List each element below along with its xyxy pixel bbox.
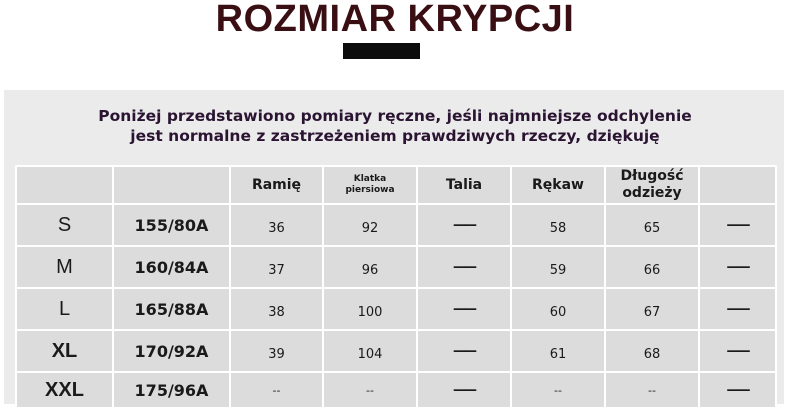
extra-value: —— <box>699 288 776 330</box>
measurement-note <box>0 106 790 146</box>
length-value: 68 <box>605 330 699 372</box>
extra-value: —— <box>699 330 776 372</box>
sleeve-value: 58 <box>511 204 605 246</box>
table-row <box>16 204 776 246</box>
size-label: L <box>16 288 113 330</box>
header-length <box>605 166 699 204</box>
header-chest <box>323 166 417 204</box>
header-extra <box>699 166 776 204</box>
size-code: 170/92A <box>113 330 230 372</box>
sleeve-value: 60 <box>511 288 605 330</box>
shoulder-value: 37 <box>230 246 323 288</box>
waist-value: —— <box>417 246 511 288</box>
table-header-row <box>16 166 776 204</box>
table-row <box>16 246 776 288</box>
waist-value: —— <box>417 330 511 372</box>
shoulder-value: 39 <box>230 330 323 372</box>
length-value: 66 <box>605 246 699 288</box>
size-label: M <box>16 246 113 288</box>
shoulder-value: 36 <box>230 204 323 246</box>
title-underline-bar <box>343 43 420 59</box>
size-code: 155/80A <box>113 204 230 246</box>
table-row <box>16 372 776 408</box>
size-code: 175/96A <box>113 372 230 408</box>
extra-value: —— <box>699 372 776 408</box>
page-title: ROZMIAR KRYPCJI <box>215 0 575 40</box>
chest-value: 104 <box>323 330 417 372</box>
size-label: S <box>16 204 113 246</box>
chest-value: 92 <box>323 204 417 246</box>
size-table <box>15 165 777 409</box>
extra-value: —— <box>699 246 776 288</box>
shoulder-value: 38 <box>230 288 323 330</box>
size-label: XXL <box>16 372 113 408</box>
note-line-2: jest normalne z zastrzeżeniem prawdziwych rzeczy, dziękuję <box>130 127 660 145</box>
size-label: XL <box>16 330 113 372</box>
extra-value: —— <box>699 204 776 246</box>
chest-value: 100 <box>323 288 417 330</box>
sleeve-value: 61 <box>511 330 605 372</box>
waist-value: —— <box>417 288 511 330</box>
size-code: 160/84A <box>113 246 230 288</box>
table-row <box>16 288 776 330</box>
header-waist: Talia <box>417 166 511 204</box>
waist-value: —— <box>417 204 511 246</box>
chest-value: 96 <box>323 246 417 288</box>
header-chest-line-1: Klatka <box>353 174 387 184</box>
header-sleeve: Rękaw <box>511 166 605 204</box>
length-value: -- <box>605 372 699 408</box>
shoulder-value: -- <box>230 372 323 408</box>
header-chest-line-2: piersiowa <box>345 185 395 195</box>
note-line-1: Poniżej przedstawiono pomiary ręczne, jeśli najmniejsze odchylenie <box>98 107 692 125</box>
size-code: 165/88A <box>113 288 230 330</box>
sleeve-value: 59 <box>511 246 605 288</box>
header-code <box>113 166 230 204</box>
header-length-line-2: odzieży <box>622 185 682 201</box>
chest-value: -- <box>323 372 417 408</box>
sleeve-value: -- <box>511 372 605 408</box>
table-row <box>16 330 776 372</box>
header-length-line-1: Długość <box>620 168 684 184</box>
length-value: 67 <box>605 288 699 330</box>
header-shoulder: Ramię <box>230 166 323 204</box>
length-value: 65 <box>605 204 699 246</box>
waist-value: —— <box>417 372 511 408</box>
header-size <box>16 166 113 204</box>
